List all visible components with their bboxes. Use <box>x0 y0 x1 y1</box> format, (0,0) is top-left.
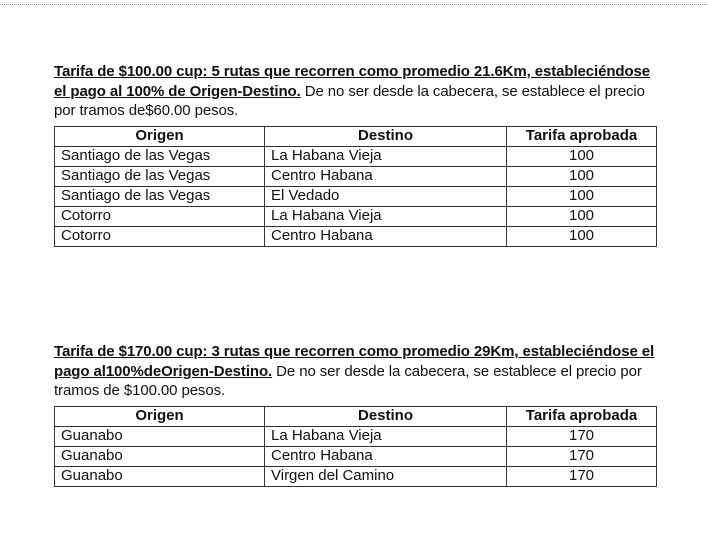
table-header-row <box>55 406 657 426</box>
cell-destino: La Habana Vieja <box>265 426 507 446</box>
cell-tarifa: 100 <box>507 146 657 166</box>
table-row <box>55 206 657 226</box>
cell-origen: Santiago de las Vegas <box>55 146 265 166</box>
table-row <box>55 226 657 246</box>
cell-tarifa: 100 <box>507 206 657 226</box>
tariff-description <box>54 342 658 401</box>
cell-destino: Centro Habana <box>265 226 507 246</box>
tariff-table <box>54 126 657 247</box>
cell-tarifa: 170 <box>507 426 657 446</box>
tariff-section-100 <box>54 62 658 247</box>
tariff-heading: Tarifa de $170.00 cup: 3 rutas que recorren como promedio 29Km, estableciéndose el pago al100%deOrigen-Destino. <box>54 343 655 380</box>
column-header-origen: Origen <box>55 126 265 146</box>
table-row <box>55 426 657 446</box>
tariff-heading: Tarifa de $100.00 cup: 5 rutas que recorren como promedio 21.6Km, estableciéndose el pago al 100% de Origen-Destino. <box>54 63 651 100</box>
cell-origen: Cotorro <box>55 226 265 246</box>
table-row <box>55 186 657 206</box>
tariff-description <box>54 62 658 121</box>
cell-origen: Santiago de las Vegas <box>55 186 265 206</box>
cell-origen: Santiago de las Vegas <box>55 166 265 186</box>
page-top-edge <box>0 0 707 5</box>
column-header-destino: Destino <box>265 406 507 426</box>
tariff-table <box>54 406 657 487</box>
cell-tarifa: 100 <box>507 226 657 246</box>
table-row <box>55 146 657 166</box>
cell-destino: La Habana Vieja <box>265 146 507 166</box>
table-row <box>55 446 657 466</box>
tariff-note: De no ser desde la cabecera, se establece el precio por tramos de $100.00 pesos. <box>54 362 642 399</box>
table-row <box>55 166 657 186</box>
cell-origen: Guanabo <box>55 426 265 446</box>
cell-tarifa: 100 <box>507 166 657 186</box>
cell-destino: Centro Habana <box>265 166 507 186</box>
tariff-note: De no ser desde la cabecera, se establece el precio por tramos de$60.00 pesos. <box>54 82 645 119</box>
cell-destino: La Habana Vieja <box>265 206 507 226</box>
cell-destino: Virgen del Camino <box>265 466 507 486</box>
cell-origen: Cotorro <box>55 206 265 226</box>
cell-tarifa: 170 <box>507 446 657 466</box>
column-header-tarifa: Tarifa aprobada <box>507 406 657 426</box>
cell-destino: El Vedado <box>265 186 507 206</box>
column-header-destino: Destino <box>265 126 507 146</box>
column-header-tarifa: Tarifa aprobada <box>507 126 657 146</box>
column-header-origen: Origen <box>55 406 265 426</box>
table-row <box>55 466 657 486</box>
cell-destino: Centro Habana <box>265 446 507 466</box>
cell-tarifa: 100 <box>507 186 657 206</box>
tariff-section-170 <box>54 342 658 487</box>
cell-tarifa: 170 <box>507 466 657 486</box>
cell-origen: Guanabo <box>55 466 265 486</box>
table-header-row <box>55 126 657 146</box>
cell-origen: Guanabo <box>55 446 265 466</box>
